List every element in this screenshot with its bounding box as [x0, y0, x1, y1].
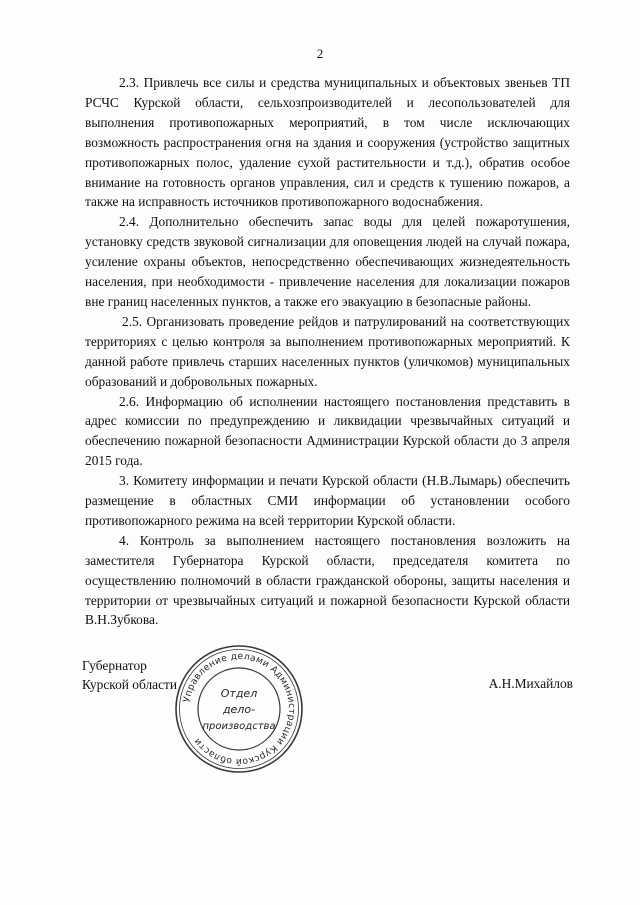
page-number: 2	[316, 46, 324, 61]
paragraph-3: 3. Комитету информации и печати Курской области (Н.В.Лымарь) обеспечить размещение в областных СМИ информации об установлении особого противопожарного режима на всей территории Курской области.	[85, 473, 570, 528]
official-stamp	[172, 642, 306, 776]
signature-block	[82, 656, 177, 694]
document-body	[85, 73, 570, 630]
stamp-center-line1: Отдел	[220, 687, 258, 700]
stamp-center-line2: дело-	[222, 703, 256, 716]
paragraph-2-3: 2.3. Привлечь все силы и средства муниципальных и объектовых звеньев ТП РСЧС Курской области, сельхозпроизводителей и лесопользователей для выполнения противопожарных мероприятий, в том числе исключающих возможность распространения огня на здания и сооружения (устройство защитных противопожарных полос, удаление сухой растительности и т.д.), обратив особое внимание на готовность органов управления, сил и средств к тушению пожаров, а также на исправность источников противопожарного водоснабжения.	[85, 75, 570, 210]
paragraph-2-6: 2.6. Информацию об исполнении настоящего постановления представить в адрес комиссии по предупреждению и ликвидации чрезвычайных ситуаций и обеспечению пожарной безопасности Администрации Курской области до 3 апреля 2015 года.	[85, 393, 570, 469]
signer-title-line1: Губернатор	[82, 658, 147, 673]
signer-title-line2: Курской области	[82, 677, 178, 692]
paragraph-2-4: 2.4. Дополнительно обеспечить запас воды для целей пожаротушения, установку средств звуковой сигнализации для оповещения людей на случай пожара, усиление охраны объектов, непосредственно обеспечивающих жизнедеятельность населения, при необходимости - привлечение населения для локализации пожаров вне границ населенных пунктов, а также его эвакуацию в безопасные районы.	[85, 214, 570, 309]
stamp-ring-text: Управление делами Администрации Курской области	[181, 650, 298, 768]
paragraph-4: 4. Контроль за выполнением настоящего постановления возложить на заместителя Губернатора Курской области, председателя комитета по осуществлению полномочий в области гражданской обороны, защиты населения и территории от чрезвычайных ситуаций и пожарной безопасности Курской области В.Н.Зубкова.	[85, 532, 570, 628]
signer-name: А.Н.Михайлов	[488, 676, 573, 691]
paragraph-2-5: 2.5. Организовать проведение рейдов и патрулирований на соответствующих территориях с целью контроля за выполнением противопожарных мероприятий. К данной работе привлечь старших населенных пунктов (уличкомов) муниципальных образований и добровольных пожарных.	[85, 313, 570, 389]
stamp-center-line3: производства	[202, 721, 276, 732]
